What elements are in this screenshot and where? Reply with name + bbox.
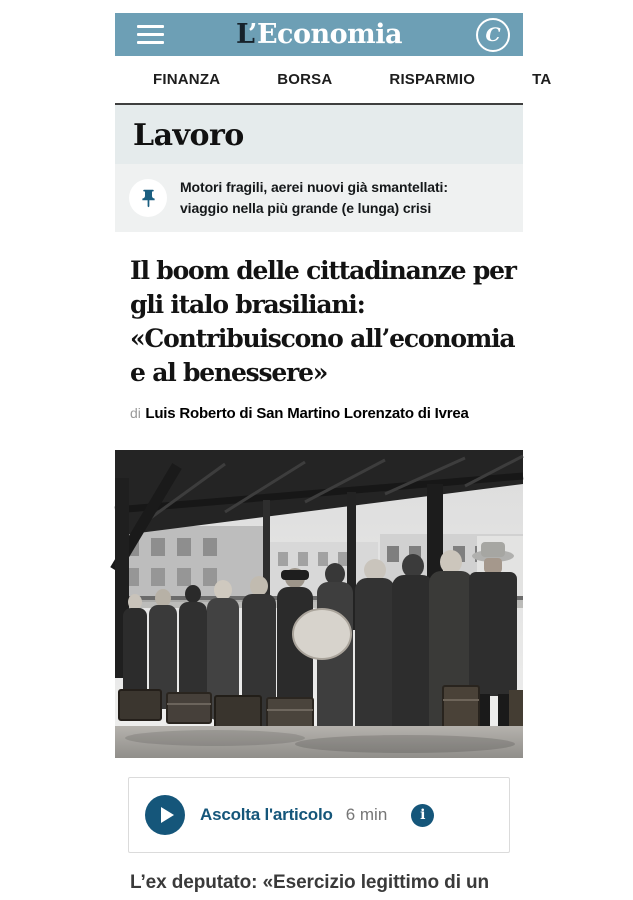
headline-line-4: e al benessere» <box>130 358 328 387</box>
page-content <box>115 0 552 894</box>
play-icon[interactable] <box>145 795 185 835</box>
pinned-article-strip[interactable] <box>115 164 523 232</box>
app-header <box>115 13 523 56</box>
logo-prefix: L <box>236 19 249 50</box>
article-photo <box>115 450 523 758</box>
byline-prefix: di <box>130 405 141 421</box>
listen-article-card[interactable] <box>128 777 510 853</box>
channel-section <box>115 105 523 232</box>
headline-line-3: «Contribuiscono all’economia <box>130 324 515 353</box>
section-nav <box>115 56 552 103</box>
logo-main: Economia <box>256 19 402 50</box>
article-first-line: L’ex deputato: «Esercizio legittimo di un <box>130 872 490 893</box>
pinned-article-title <box>180 177 448 219</box>
article-headline <box>115 254 523 390</box>
channel-header <box>115 105 523 164</box>
corriere-c-letter: C <box>485 23 501 46</box>
listen-label[interactable]: Ascolta l'articolo <box>200 805 333 824</box>
channel-title: Lavoro <box>133 118 244 153</box>
pushpin-icon <box>129 179 167 217</box>
nav-item-finanza[interactable]: FINANZA <box>153 71 221 88</box>
info-icon[interactable]: i <box>411 804 434 827</box>
byline-author[interactable]: Luis Roberto di San Martino Lorenzato di Ivrea <box>145 405 469 422</box>
audio-duration: 6 min <box>345 805 388 824</box>
headline-line-1: Il boom delle cittadinanze per <box>130 256 516 285</box>
pinned-line-2: viaggio nella più grande (e lunga) crisi <box>180 200 432 216</box>
nav-item-risparmio[interactable]: RISPARMIO <box>389 71 476 88</box>
corriere-c-badge[interactable] <box>476 18 510 52</box>
leconomia-logo[interactable] <box>236 19 402 50</box>
nav-item-tasse-clipped[interactable]: TA <box>532 71 552 88</box>
nav-item-borsa[interactable]: BORSA <box>277 71 333 88</box>
pinned-line-1: Motori fragili, aerei nuovi già smantellati: <box>180 179 448 195</box>
hamburger-menu-icon[interactable] <box>137 20 164 49</box>
headline-line-2: gli italo brasiliani: <box>130 290 365 319</box>
logo-apostrophe: ’ <box>248 19 257 50</box>
byline <box>115 390 523 423</box>
